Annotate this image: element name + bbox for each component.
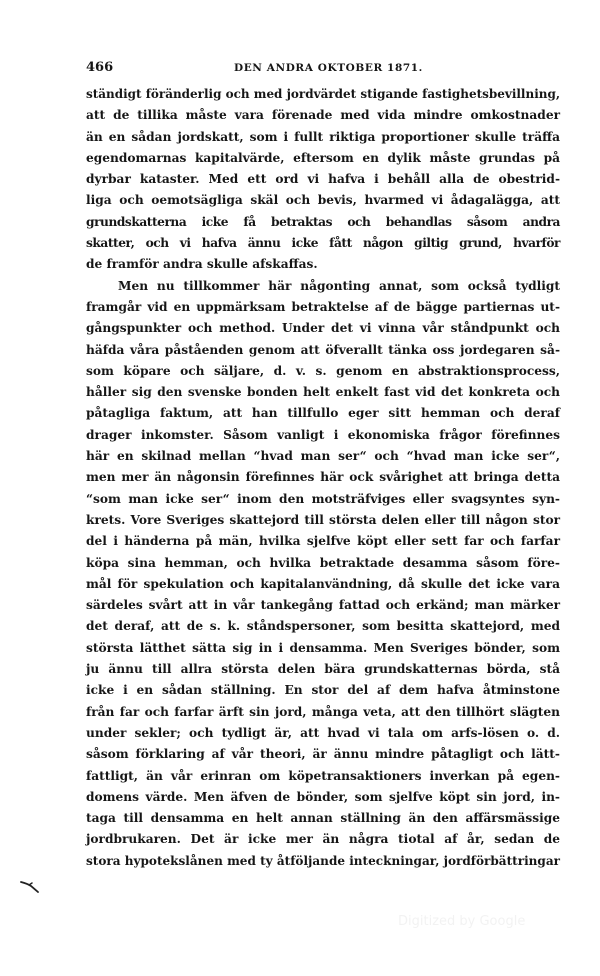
text-line [86, 425, 560, 446]
text-line-content: skatter, och vi hafva ännu icke fått någon giltig grund, hvarför [86, 236, 560, 251]
text-line-content: drager inkomster. Såsom vanligt i ekonomiska frågor förefinnes [86, 427, 560, 442]
text-line [86, 808, 560, 829]
text-line-content: framgår vid en uppmärksam betraktelse af de bägge partiernas ut- [86, 299, 560, 314]
text-line-content: stora hypotekslånen med ty åtföljande inteckningar, jordförbättringar [86, 853, 560, 868]
text-line-content: jordbrukaren. Det är icke mer än några tiotal af år, sedan de [86, 832, 560, 847]
text-line-content: att de tillika måste vara förenade med vida mindre omkostnader [86, 108, 560, 123]
text-line [86, 318, 560, 339]
text-line [86, 616, 560, 637]
text-line [86, 574, 560, 595]
running-head: DEN ANDRA OKTOBER 1871. [234, 62, 423, 74]
text-line-content: icke i en sådan ställning. En stor del af dem hafva åtminstone [86, 683, 560, 698]
text-line [86, 638, 560, 659]
text-line-content: ständigt föränderlig och med jordvärdet stigande fastighetsbevillning, [86, 87, 560, 101]
text-line [86, 510, 560, 531]
text-line-content: största lätthet sätta sig in i densamma. Men Sveriges bönder, som [86, 640, 560, 655]
text-line-content: egendomarnas kapitalvärde, eftersom en dylik måste grundas på [86, 150, 560, 165]
text-line [86, 659, 560, 680]
text-line-content: från far och farfar ärft sin jord, många veta, att den tillhört slägten [86, 704, 560, 719]
text-line [86, 446, 560, 467]
text-line-content: köpa sina hemman, och hvilka betraktade desamma såsom före- [86, 555, 560, 570]
text-line-content: gångspunkter och method. Under det vi vinna vår ståndpunkt och [86, 321, 560, 336]
text-line-content: som köpare och säljare, d. v. s. genom en abstraktionsprocess, [86, 363, 560, 378]
text-line-content: det deraf, att de s. k. ståndspersoner, som besitta skattejord, med [86, 619, 560, 634]
text-line [86, 169, 560, 190]
text-line-content: här en skilnad mellan “hvad man ser“ och “hvad man icke ser“, [86, 449, 560, 464]
text-line [86, 105, 560, 126]
text-line [86, 340, 560, 361]
text-line [86, 553, 560, 574]
text-line [86, 489, 560, 510]
text-line-content: men mer än någonsin förefinnes här ock svårighet att bringa detta [86, 470, 560, 485]
text-line-content: “som man icke ser“ inom den motsträfviges eller svagsyntes syn- [86, 491, 560, 506]
text-line [86, 829, 560, 850]
text-line-content: ju ännu till allra största delen bära grundskatternas börda, stå [86, 662, 560, 677]
text-line-content: liga och oemotsägliga skäl och bevis, hvarmed vi ådagalägga, att [86, 193, 560, 208]
text-line [86, 744, 560, 765]
text-line [86, 254, 560, 275]
text-line-content: taga till densamma en helt annan ställning än den affärsmässige [86, 811, 560, 826]
text-line-content: särdeles svårt att in vår tankegång fattad och erkänd; man märker [86, 598, 560, 613]
text-line [86, 766, 560, 787]
text-line-content: häfda våra påståenden genom att öfverallt tänka oss jordegaren så- [86, 342, 560, 357]
text-line [86, 148, 560, 169]
text-line [86, 851, 560, 872]
text-line-content: mål för spekulation och kapitalanvändning, då skulle det icke vara [86, 576, 560, 591]
text-line-content: under sekler; och tydligt är, att hvad vi tala om arfs-lösen o. d. [86, 725, 560, 740]
text-line-content: dyrbar kataster. Med ett ord vi hafva i behåll alla de obestrid- [86, 172, 560, 187]
text-line-content: grundskatterna icke få betraktas och behandlas såsom andra [86, 214, 560, 229]
text-line-content: krets. Vore Sveriges skattejord till största delen eller till någon stor [86, 512, 560, 527]
text-line [86, 787, 560, 808]
text-line [86, 403, 560, 424]
pen-mark-icon [20, 880, 40, 894]
text-line [86, 361, 560, 382]
text-line [86, 297, 560, 318]
text-line [86, 190, 560, 211]
text-line [86, 84, 560, 105]
text-line [86, 723, 560, 744]
text-line [86, 531, 560, 552]
page-header [86, 60, 556, 78]
text-line [86, 276, 560, 297]
text-line [86, 212, 560, 233]
text-line-content: de framför andra skulle afskaffas. [86, 257, 318, 272]
text-line [86, 382, 560, 403]
text-line-content: såsom förklaring af vår theori, är ännu mindre påtagligt och lätt- [86, 747, 560, 762]
body-text [86, 84, 560, 872]
watermark: Digitized by Google [398, 914, 526, 929]
text-line-content: Men nu tillkommer här någonting annat, som också tydligt [118, 278, 560, 293]
text-line-content: del i händerna på män, hvilka sjelfve köpt eller sett far och farfar [86, 534, 560, 549]
text-line [86, 127, 560, 148]
text-line [86, 680, 560, 701]
text-line-content: håller sig den svenske bonden helt enkelt fast vid det konkreta och [86, 385, 560, 400]
text-line [86, 702, 560, 723]
page-number: 466 [86, 60, 114, 75]
text-line-content: domens värde. Men äfven de bönder, som sjelfve köpt sin jord, in- [86, 789, 560, 804]
text-line [86, 467, 560, 488]
text-line-content: fattligt, än vår erinran om köpetransaktioners inverkan på egen- [86, 768, 560, 783]
text-line-content: påtagliga faktum, att han tillfullo eger sitt hemman och deraf [86, 406, 560, 421]
text-line-content: än en sådan jordskatt, som i fullt riktiga proportioner skulle träffa [86, 129, 560, 144]
text-line [86, 595, 560, 616]
text-line [86, 233, 560, 254]
